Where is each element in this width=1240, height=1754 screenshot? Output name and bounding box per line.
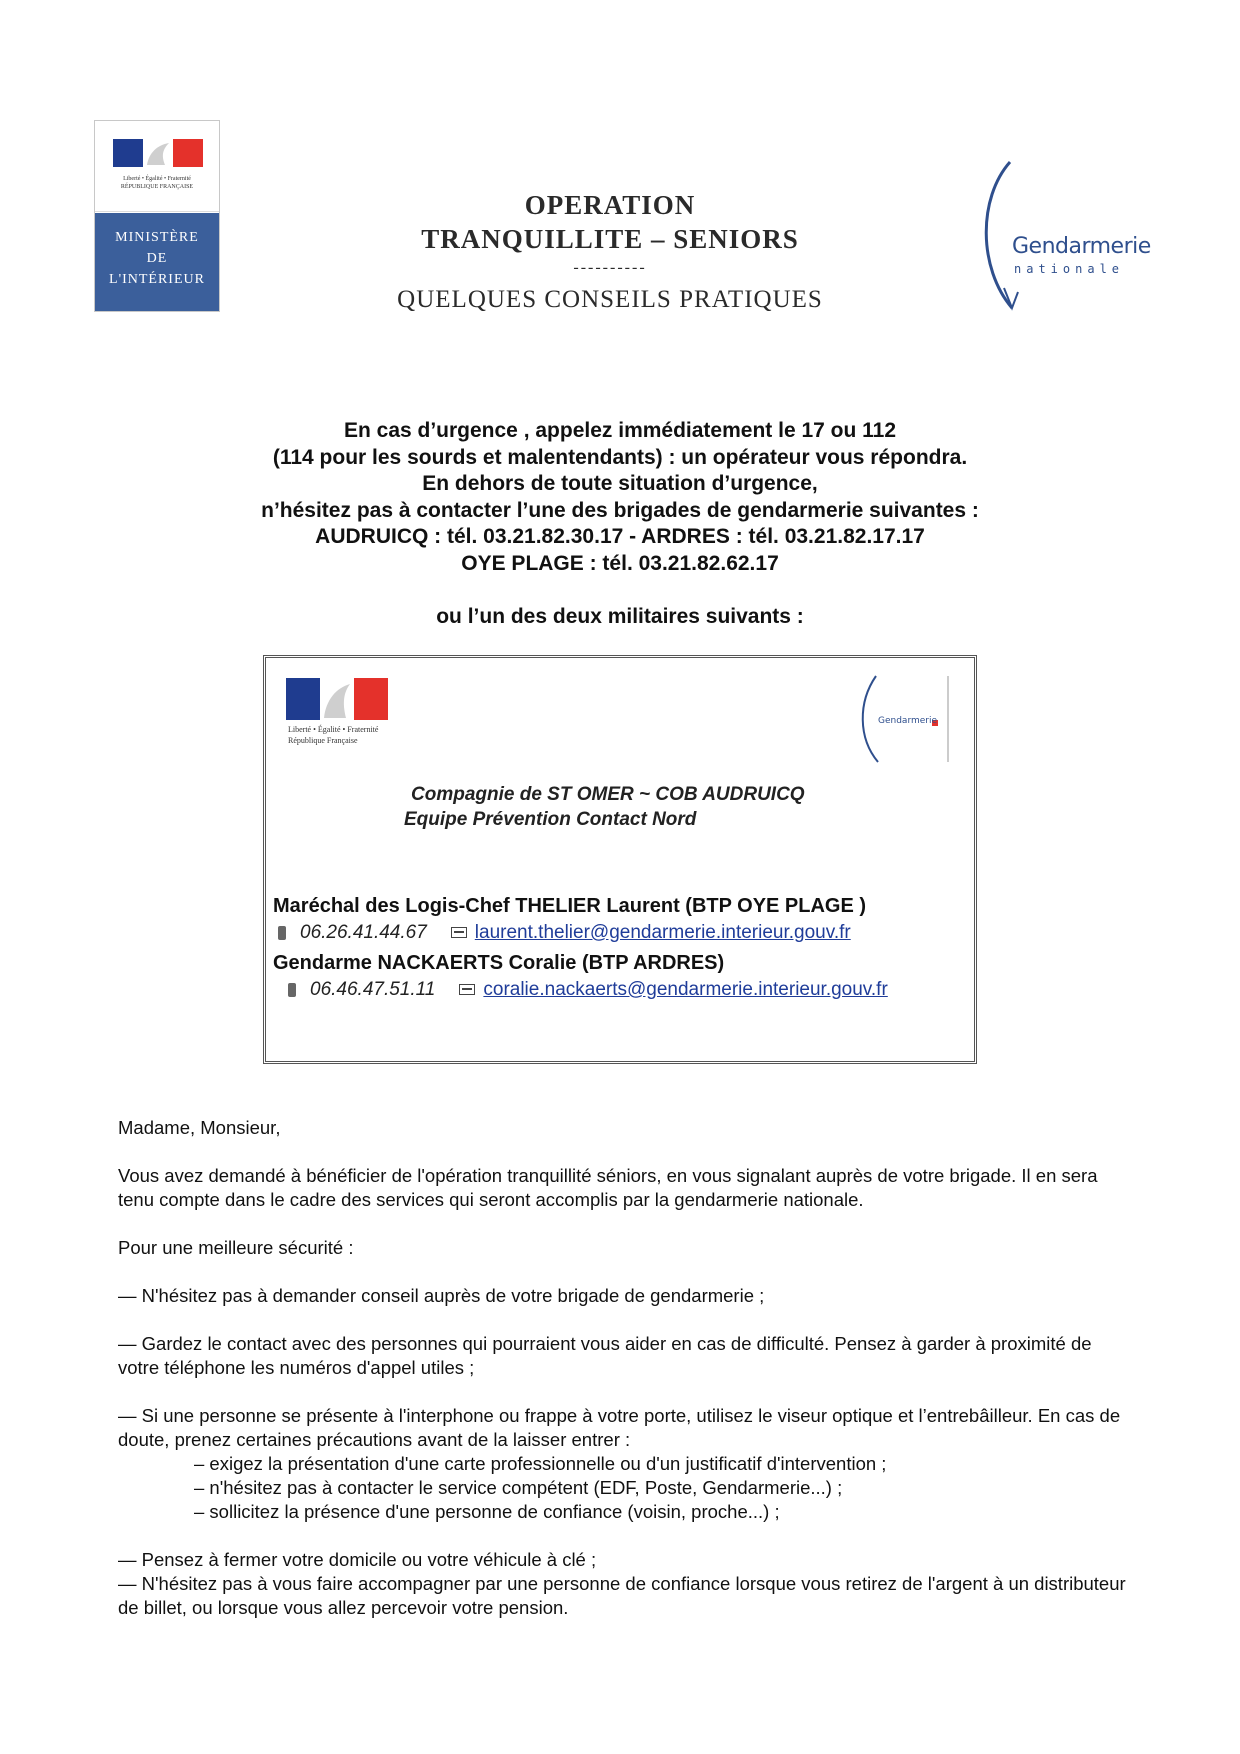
- ministere-logo-flag-area: [95, 121, 219, 212]
- urgence-line: En dehors de toute situation d’urgence,: [422, 472, 818, 495]
- ministere-name: [95, 213, 219, 311]
- document-subtitle: QUELQUES CONSEILS PRATIQUES: [397, 286, 823, 313]
- phone-icon: [288, 983, 296, 997]
- brigade-phones-line: AUDRUICQ : tél. 03.21.82.30.17 - ARDRES : tél. 03.21.82.17.17: [315, 525, 925, 548]
- advice-item: — Si une personne se présente à l'interphone ou frappe à votre porte, utilisez le viseur optique et l’entrebâilleur. En cas de doute, prenez certaines précautions avant de la laisser entrer :: [118, 1405, 1121, 1450]
- gendarmerie-label: Gendarmerie: [1012, 234, 1151, 259]
- letter-securite-heading: Pour une meilleure sécurité :: [118, 1237, 354, 1258]
- nationale-label: nationale: [1014, 262, 1125, 276]
- contact-phone: 06.26.41.44.67: [300, 922, 427, 943]
- title-separator: ----------: [573, 259, 647, 276]
- letter-greeting: Madame, Monsieur,: [118, 1117, 281, 1138]
- card-republique-motto: [288, 724, 398, 746]
- document-title: [300, 188, 920, 320]
- urgence-line: (114 pour les sourds et malentendants) : un opérateur vous répondra.: [272, 445, 968, 469]
- contact-details: [288, 977, 888, 1002]
- marianne-flag-icon: [113, 139, 203, 167]
- letter-body: [118, 1116, 1128, 1620]
- envelope-icon: [459, 984, 475, 995]
- urgence-block: [120, 418, 1120, 577]
- contact-details: [278, 920, 851, 945]
- card-gendarmerie-label: Gendarmerie: [878, 716, 938, 726]
- urgence-line: n’hésitez pas à contacter l’une des brigades de gendarmerie suivantes :: [261, 498, 979, 522]
- ministere-logo: [94, 120, 220, 312]
- ministere-line-3: L'INTÉRIEUR: [109, 272, 205, 287]
- phone-icon: [278, 926, 286, 940]
- envelope-icon: [451, 927, 467, 938]
- contact-name: Gendarme NACKAERTS Coralie (BTP ARDRES): [273, 952, 725, 974]
- letter-intro: Vous avez demandé à bénéficier de l'opération tranquillité séniors, en vous signalant auprès de votre brigade. Il en sera tenu compte dans le cadre des services qui seront accomplis par la gendarmerie nationale.: [118, 1165, 1098, 1210]
- advice-item: — Pensez à fermer votre domicile ou votre véhicule à clé ;: [118, 1549, 597, 1570]
- ministere-line-1: MINISTÈRE: [115, 230, 199, 245]
- equipe-title: Equipe Prévention Contact Nord: [404, 809, 697, 830]
- contact-name: Maréchal des Logis-Chef THELIER Laurent (BTP OYE PLAGE ): [273, 895, 867, 917]
- brigade-phones-line: OYE PLAGE : tél. 03.21.82.62.17: [461, 551, 779, 575]
- gendarmerie-logo: [968, 158, 1151, 318]
- advice-item: — N'hésitez pas à demander conseil auprès de votre brigade de gendarmerie ;: [118, 1285, 765, 1306]
- contact-card: [263, 655, 977, 1064]
- contact-phone: 06.46.47.51.11: [310, 979, 436, 1000]
- advice-sub-item: – n'hésitez pas à contacter le service compétent (EDF, Poste, Gendarmerie...) ;: [194, 1477, 843, 1498]
- marianne-flag-icon: [286, 678, 388, 720]
- compagnie-title: Compagnie de ST OMER ~ COB AUDRUICQ: [411, 784, 805, 805]
- ministere-motto: [101, 175, 213, 191]
- ministere-line-2: DE: [146, 251, 168, 266]
- title-line-1: OPERATION: [524, 190, 696, 220]
- contact-email-link[interactable]: laurent.thelier@gendarmerie.interieur.gouv.fr: [474, 922, 851, 943]
- militaires-intro: ou l’un des deux militaires suivants :: [436, 605, 804, 628]
- urgence-line: En cas d’urgence , appelez immédiatement le 17 ou 112: [343, 419, 897, 442]
- advice-sub-item: – sollicitez la présence d'une personne de confiance (voisin, proche...) ;: [194, 1501, 780, 1522]
- card-republique-line: République Française: [288, 736, 358, 745]
- card-motto-line: Liberté • Égalité • Fraternité: [288, 725, 379, 734]
- advice-sub-item: – exigez la présentation d'une carte professionnelle ou d'un justificatif d'intervention ;: [194, 1453, 887, 1474]
- motto-line: Liberté • Égalité • Fraternité: [123, 176, 191, 182]
- title-line-2: TRANQUILLITE – SENIORS: [421, 224, 799, 254]
- contact-email-link[interactable]: coralie.nackaerts@gendarmerie.interieur.gouv.fr: [483, 979, 888, 1000]
- advice-item: — Gardez le contact avec des personnes qui pourraient vous aider en cas de difficulté. Pensez à garder à proximité de votre téléphone les numéros d'appel utiles ;: [118, 1333, 1092, 1378]
- republique-line: RÉPUBLIQUE FRANÇAISE: [120, 184, 194, 190]
- advice-item: — N'hésitez pas à vous faire accompagner par une personne de confiance lorsque vous retirez de l'argent à un distributeur de billet, ou lorsque vous allez percevoir votre pension.: [118, 1573, 1126, 1618]
